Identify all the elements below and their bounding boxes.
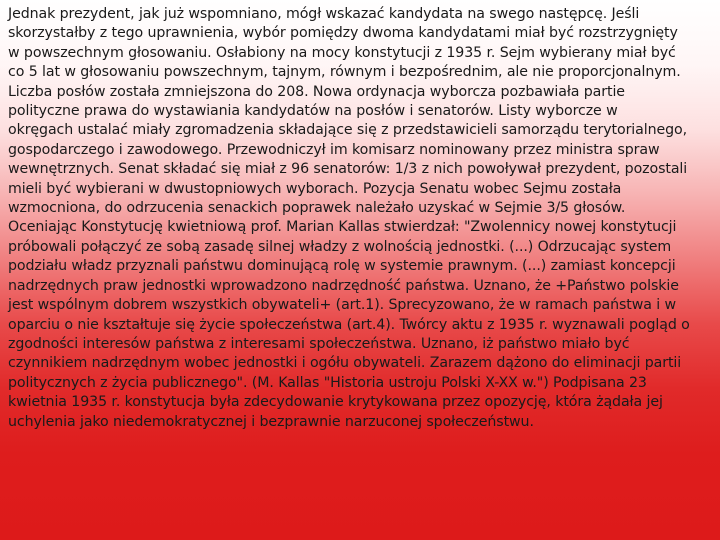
text-line: okręgach ustalać miały zgromadzenia składające się z przedstawicieli samorządu terytorialnego,	[8, 122, 687, 139]
text-line: politycznych z życia publicznego". (M. Kallas "Historia ustroju Polski X-XX w.") Podpisana 23	[8, 374, 647, 391]
text-line: w powszechnym głosowaniu. Osłabiony na mocy konstytucji z 1935 r. Sejm wybierany miał być	[8, 44, 676, 61]
text-line: próbowali połączyć ze sobą zasadę silnej władzy z wolnością jednostki. (...) Odrzucając system	[8, 238, 672, 255]
text-line: skorzystałby z tego uprawnienia, wybór pomiędzy dwoma kandydatami miał być rozstrzygnięty	[8, 25, 678, 42]
text-line: gospodarczego i zawodowego. Przewodniczył im komisarz nominowany przez ministra spraw	[8, 141, 660, 158]
text-line: Jednak prezydent, jak już wspomniano, mógł wskazać kandydata na swego następcę. Jeśli	[8, 6, 640, 22]
text-line: podziału władz przyznali państwu dominującą rolę w systemie prawnym. (...) zamiast koncepcji	[8, 258, 676, 275]
text-line: wzmocniona, do odrzucenia senackich poprawek należało uzyskać w Sejmie 3/5 głosów.	[8, 200, 626, 217]
text-line: zgodności interesów państwa z interesami społeczeństwa. Uznano, iż państwo miało być	[8, 335, 630, 352]
text-line: polityczne prawa do wystawiania kandydatów na posłów i senatorów. Listy wyborcze w	[8, 103, 618, 120]
text-line: nadrzędnych praw jednostki wprowadzono nadrzędność państwa. Uznano, że +Państwo polskie	[8, 277, 679, 294]
text-line: oparciu o nie kształtuje się życie społeczeństwa (art.4). Twórcy aktu z 1935 r. wyznawali pogląd o	[8, 316, 690, 333]
text-line: Liczba posłów została zmniejszona do 208. Nowa ordynacja wyborcza pozbawiała partie	[8, 83, 625, 100]
text-line: co 5 lat w głosowaniu powszechnym, tajnym, równym i bezpośrednim, ale nie proporcjonalnym.	[8, 64, 681, 81]
text-line: mieli być wybierani w dwustopniowych wyborach. Pozycja Senatu wobec Sejmu została	[8, 180, 622, 197]
text-line: czynnikiem nadrzędnym wobec jednostki i ogółu obywateli. Zarazem dążono do eliminacji partii	[8, 355, 682, 372]
text-line: wewnętrznych. Senat składać się miał z 96 senatorów: 1/3 z nich powoływał prezydent, pozostali	[8, 161, 688, 178]
text-line: kwietnia 1935 r. konstytucja była zdecydowanie krytykowana przez opozycję, która żądała jej	[8, 394, 663, 411]
text-line: Oceniając Konstytucję kwietniową prof. Marian Kallas stwierdzał: "Zwolennicy nowej konstytucji	[8, 219, 677, 236]
text-line: jest wspólnym dobrem wszystkich obywateli+ (art.1). Sprecyzowano, że w ramach państwa i w	[8, 297, 676, 314]
slide-body-text	[8, 5, 714, 432]
text-line: uchylenia jako niedemokratycznej i bezprawnie narzuconej społeczeństwu.	[8, 413, 534, 430]
